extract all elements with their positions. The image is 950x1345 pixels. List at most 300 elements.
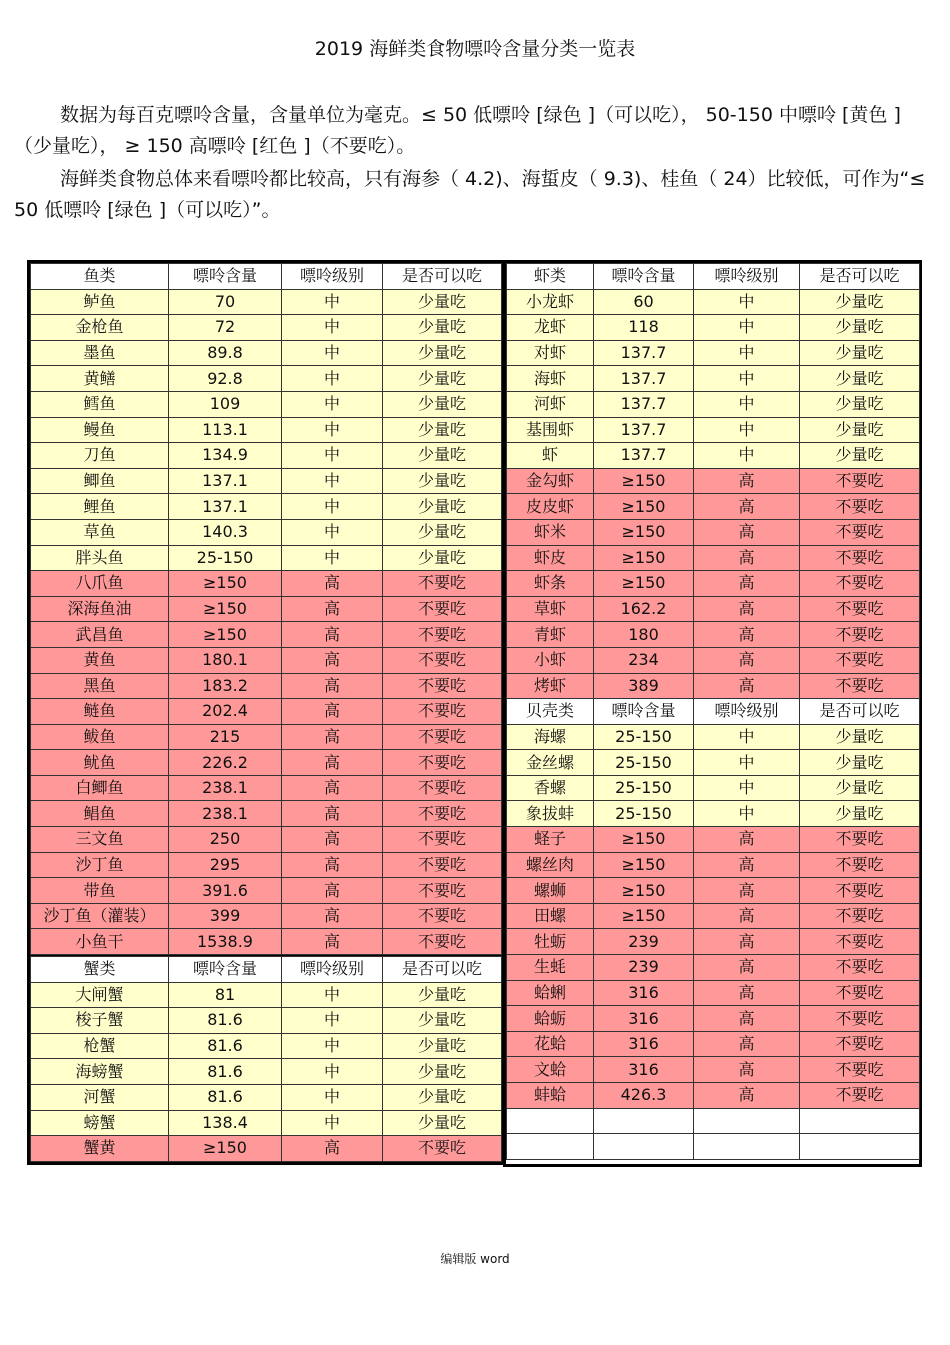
food-name-cell: 金丝螺	[507, 750, 594, 776]
edible-advice-cell: 不要吃	[800, 903, 920, 929]
edible-advice-cell: 少量吃	[383, 1110, 502, 1136]
purine-value-cell: 140.3	[169, 519, 282, 545]
purine-value-cell: 202.4	[169, 699, 282, 725]
purine-value-cell: ≥150	[169, 622, 282, 648]
food-name-cell: 田螺	[507, 903, 594, 929]
purine-level-cell: 高	[694, 622, 800, 648]
edible-advice-cell: 不要吃	[383, 622, 502, 648]
table-row	[507, 929, 920, 955]
table-row	[31, 366, 502, 392]
shrimp-shell-table	[506, 263, 920, 1160]
table-row	[31, 1008, 502, 1034]
edible-advice-cell: 不要吃	[800, 519, 920, 545]
food-name-cell: 大闸蟹	[31, 982, 169, 1008]
table-row	[31, 1059, 502, 1085]
edible-advice-cell: 不要吃	[383, 750, 502, 776]
empty-cell	[694, 1134, 800, 1160]
column-header: 是否可以吃	[383, 264, 502, 290]
edible-advice-cell: 少量吃	[800, 315, 920, 341]
purine-level-cell: 高	[694, 647, 800, 673]
purine-value-cell: ≥150	[594, 519, 694, 545]
purine-level-cell: 中	[282, 289, 383, 315]
table-row	[507, 315, 920, 341]
food-name-cell: 白鲫鱼	[31, 775, 169, 801]
table-row	[31, 827, 502, 853]
purine-value-cell: 316	[594, 1006, 694, 1032]
table-row	[31, 1084, 502, 1110]
purine-value-cell: ≥150	[594, 827, 694, 853]
table-row	[31, 929, 502, 955]
edible-advice-cell: 不要吃	[383, 878, 502, 904]
edible-advice-cell: 不要吃	[383, 903, 502, 929]
food-name-cell: 螺蛳	[507, 878, 594, 904]
empty-cell	[800, 1108, 920, 1134]
purine-value-cell: 180	[594, 622, 694, 648]
table-row	[507, 1057, 920, 1083]
table-header-row	[507, 699, 920, 725]
table-row	[507, 366, 920, 392]
edible-advice-cell: 不要吃	[383, 801, 502, 827]
edible-advice-cell: 少量吃	[383, 443, 502, 469]
purine-level-cell: 高	[694, 980, 800, 1006]
purine-value-cell: 92.8	[169, 366, 282, 392]
purine-level-cell: 高	[694, 468, 800, 494]
purine-level-cell: 高	[694, 903, 800, 929]
table-row	[507, 622, 920, 648]
purine-level-cell: 高	[694, 827, 800, 853]
crab-table	[30, 956, 502, 1162]
purine-level-cell: 中	[282, 1084, 383, 1110]
edible-advice-cell: 不要吃	[800, 622, 920, 648]
empty-row	[507, 1134, 920, 1160]
purine-level-cell: 高	[694, 1057, 800, 1083]
edible-advice-cell: 不要吃	[800, 596, 920, 622]
table-row	[31, 982, 502, 1008]
edible-advice-cell: 少量吃	[383, 289, 502, 315]
column-header: 嘌呤级别	[694, 699, 800, 725]
table-row	[507, 827, 920, 853]
edible-advice-cell: 不要吃	[800, 571, 920, 597]
column-header: 嘌呤含量	[594, 699, 694, 725]
food-name-cell: 牡蛎	[507, 929, 594, 955]
edible-advice-cell: 不要吃	[800, 878, 920, 904]
purine-value-cell: ≥150	[169, 1136, 282, 1162]
purine-value-cell: 238.1	[169, 801, 282, 827]
food-name-cell: 青虾	[507, 622, 594, 648]
purine-level-cell: 高	[282, 878, 383, 904]
purine-level-cell: 高	[694, 955, 800, 981]
food-name-cell: 小虾	[507, 647, 594, 673]
table-row	[507, 596, 920, 622]
footer-text: 编辑版 word	[440, 1252, 510, 1266]
food-name-cell: 龙虾	[507, 315, 594, 341]
table-row	[31, 596, 502, 622]
edible-advice-cell: 不要吃	[800, 468, 920, 494]
food-name-cell: 海虾	[507, 366, 594, 392]
edible-advice-cell: 不要吃	[383, 647, 502, 673]
edible-advice-cell: 不要吃	[800, 929, 920, 955]
table-row	[31, 699, 502, 725]
purine-value-cell: 215	[169, 724, 282, 750]
purine-value-cell: 316	[594, 1057, 694, 1083]
purine-value-cell: 134.9	[169, 443, 282, 469]
edible-advice-cell: 少量吃	[800, 801, 920, 827]
edible-advice-cell: 少量吃	[383, 1059, 502, 1085]
table-row	[31, 775, 502, 801]
edible-advice-cell: 少量吃	[383, 1008, 502, 1034]
food-name-cell: 香螺	[507, 775, 594, 801]
table-row	[31, 622, 502, 648]
column-header: 嘌呤含量	[594, 264, 694, 290]
edible-advice-cell: 少量吃	[383, 366, 502, 392]
purine-level-cell: 高	[694, 878, 800, 904]
table-row	[507, 468, 920, 494]
purine-value-cell: 113.1	[169, 417, 282, 443]
food-name-cell: 草虾	[507, 596, 594, 622]
purine-value-cell: 180.1	[169, 647, 282, 673]
fish-table-frame	[27, 260, 504, 958]
edible-advice-cell: 少量吃	[383, 519, 502, 545]
purine-value-cell: 226.2	[169, 750, 282, 776]
edible-advice-cell: 少量吃	[800, 443, 920, 469]
food-name-cell: 烤虾	[507, 673, 594, 699]
food-name-cell: 基围虾	[507, 417, 594, 443]
table-row	[31, 340, 502, 366]
edible-advice-cell: 不要吃	[800, 1057, 920, 1083]
purine-value-cell: 138.4	[169, 1110, 282, 1136]
column-header: 是否可以吃	[383, 957, 502, 983]
food-name-cell: 鱿鱼	[31, 750, 169, 776]
table-row	[507, 571, 920, 597]
food-name-cell: 带鱼	[31, 878, 169, 904]
food-name-cell: 海螺	[507, 724, 594, 750]
food-name-cell: 小鱼干	[31, 929, 169, 955]
purine-value-cell: 118	[594, 315, 694, 341]
purine-value-cell: ≥150	[594, 852, 694, 878]
edible-advice-cell: 少量吃	[383, 391, 502, 417]
table-row	[31, 1110, 502, 1136]
table-row	[31, 443, 502, 469]
purine-level-cell: 高	[282, 647, 383, 673]
table-row	[31, 391, 502, 417]
edible-advice-cell: 少量吃	[383, 1033, 502, 1059]
table-row	[31, 647, 502, 673]
food-name-cell: 河蟹	[31, 1084, 169, 1110]
food-name-cell: 鳗鱼	[31, 417, 169, 443]
purine-level-cell: 中	[694, 724, 800, 750]
table-row	[507, 750, 920, 776]
food-name-cell: 海螃蟹	[31, 1059, 169, 1085]
table-row	[507, 545, 920, 571]
food-name-cell: 墨鱼	[31, 340, 169, 366]
purine-value-cell: 426.3	[594, 1083, 694, 1109]
purine-level-cell: 高	[694, 1083, 800, 1109]
purine-level-cell: 高	[282, 775, 383, 801]
purine-value-cell: 25-150	[594, 775, 694, 801]
purine-level-cell: 高	[282, 1136, 383, 1162]
table-row	[31, 878, 502, 904]
purine-level-cell: 高	[694, 571, 800, 597]
purine-value-cell: 81.6	[169, 1033, 282, 1059]
edible-advice-cell: 不要吃	[800, 980, 920, 1006]
summary-paragraph	[14, 164, 936, 226]
purine-level-cell: 中	[694, 340, 800, 366]
purine-level-cell: 高	[282, 903, 383, 929]
column-header: 贝壳类	[507, 699, 594, 725]
food-name-cell: 虾皮	[507, 545, 594, 571]
table-row	[507, 724, 920, 750]
purine-level-cell: 中	[694, 366, 800, 392]
food-name-cell: 鲤鱼	[31, 494, 169, 520]
purine-level-cell: 中	[282, 391, 383, 417]
purine-level-cell: 高	[694, 852, 800, 878]
purine-value-cell: ≥150	[169, 571, 282, 597]
purine-level-cell: 中	[282, 417, 383, 443]
table-row	[507, 980, 920, 1006]
purine-value-cell: 238.1	[169, 775, 282, 801]
purine-level-cell: 中	[282, 1110, 383, 1136]
purine-level-cell: 中	[282, 443, 383, 469]
table-row	[507, 1006, 920, 1032]
food-name-cell: 沙丁鱼	[31, 852, 169, 878]
edible-advice-cell: 少量吃	[800, 340, 920, 366]
purine-value-cell: 1538.9	[169, 929, 282, 955]
purine-value-cell: 81.6	[169, 1059, 282, 1085]
table-row	[507, 494, 920, 520]
table-row	[507, 878, 920, 904]
edible-advice-cell: 不要吃	[383, 571, 502, 597]
purine-value-cell: 316	[594, 980, 694, 1006]
edible-advice-cell: 少量吃	[383, 315, 502, 341]
food-name-cell: 鲅鱼	[31, 724, 169, 750]
empty-cell	[507, 1108, 594, 1134]
table-row	[31, 289, 502, 315]
table-row	[507, 775, 920, 801]
summary-text: 海鲜类食物总体来看嘌呤都比较高，只有海参（ 4.2)、海蜇皮（ 9.3)、桂鱼（ 24）比较低，可作为“≤ 50 低嘌呤 [绿色 ]（可以吃）”。	[14, 168, 926, 221]
table-header-row	[507, 264, 920, 290]
purine-value-cell: 72	[169, 315, 282, 341]
crab-table-frame	[27, 956, 504, 1165]
edible-advice-cell: 不要吃	[800, 955, 920, 981]
food-name-cell: 梭子蟹	[31, 1008, 169, 1034]
purine-level-cell: 高	[694, 596, 800, 622]
purine-value-cell: 183.2	[169, 673, 282, 699]
empty-cell	[694, 1108, 800, 1134]
table-row	[31, 1136, 502, 1162]
purine-level-cell: 中	[282, 468, 383, 494]
purine-value-cell: 162.2	[594, 596, 694, 622]
purine-value-cell: 316	[594, 1031, 694, 1057]
purine-value-cell: 81.6	[169, 1008, 282, 1034]
table-row	[507, 647, 920, 673]
purine-level-cell: 中	[282, 1008, 383, 1034]
purine-value-cell: 389	[594, 673, 694, 699]
food-name-cell: 蟹黄	[31, 1136, 169, 1162]
edible-advice-cell: 少量吃	[383, 982, 502, 1008]
purine-value-cell: 81	[169, 982, 282, 1008]
food-name-cell: 黄鱼	[31, 647, 169, 673]
purine-value-cell: ≥150	[594, 494, 694, 520]
empty-cell	[800, 1134, 920, 1160]
purine-value-cell: 239	[594, 955, 694, 981]
purine-level-cell: 高	[282, 852, 383, 878]
purine-value-cell: ≥150	[594, 468, 694, 494]
purine-level-cell: 高	[694, 494, 800, 520]
table-row	[31, 494, 502, 520]
purine-level-cell: 高	[694, 1006, 800, 1032]
purine-value-cell: 137.7	[594, 366, 694, 392]
table-row	[31, 673, 502, 699]
column-header: 蟹类	[31, 957, 169, 983]
table-row	[31, 417, 502, 443]
purine-value-cell: 25-150	[594, 750, 694, 776]
edible-advice-cell: 少量吃	[800, 391, 920, 417]
purine-level-cell: 高	[694, 1031, 800, 1057]
purine-level-cell: 中	[282, 519, 383, 545]
purine-level-cell: 中	[282, 340, 383, 366]
purine-value-cell: 70	[169, 289, 282, 315]
purine-level-cell: 中	[282, 545, 383, 571]
purine-level-cell: 高	[282, 827, 383, 853]
edible-advice-cell: 不要吃	[383, 827, 502, 853]
food-name-cell: 鳕鱼	[31, 391, 169, 417]
food-name-cell: 武昌鱼	[31, 622, 169, 648]
purine-value-cell: 137.7	[594, 443, 694, 469]
column-header: 嘌呤含量	[169, 957, 282, 983]
purine-level-cell: 中	[282, 1033, 383, 1059]
food-name-cell: 枪蟹	[31, 1033, 169, 1059]
purine-level-cell: 高	[282, 750, 383, 776]
purine-value-cell: 137.7	[594, 391, 694, 417]
table-row	[507, 903, 920, 929]
purine-level-cell: 中	[694, 417, 800, 443]
food-name-cell: 鲫鱼	[31, 468, 169, 494]
food-name-cell: 虾米	[507, 519, 594, 545]
edible-advice-cell: 不要吃	[383, 775, 502, 801]
purine-value-cell: 239	[594, 929, 694, 955]
food-name-cell: 虾条	[507, 571, 594, 597]
empty-row	[507, 1108, 920, 1134]
food-name-cell: 小龙虾	[507, 289, 594, 315]
table-row	[31, 519, 502, 545]
food-name-cell: 河虾	[507, 391, 594, 417]
purine-value-cell: 25-150	[169, 545, 282, 571]
edible-advice-cell: 少量吃	[800, 289, 920, 315]
purine-value-cell: 391.6	[169, 878, 282, 904]
food-name-cell: 鲢鱼	[31, 699, 169, 725]
food-name-cell: 三文鱼	[31, 827, 169, 853]
purine-level-cell: 中	[694, 315, 800, 341]
table-row	[507, 519, 920, 545]
table-row	[507, 417, 920, 443]
table-row	[507, 852, 920, 878]
food-name-cell: 黄鳝	[31, 366, 169, 392]
food-name-cell: 文蛤	[507, 1057, 594, 1083]
food-name-cell: 深海鱼油	[31, 596, 169, 622]
empty-cell	[507, 1134, 594, 1160]
edible-advice-cell: 少量吃	[383, 1084, 502, 1110]
shellfish-table-frame	[503, 260, 922, 1167]
table-row	[31, 545, 502, 571]
edible-advice-cell: 不要吃	[800, 545, 920, 571]
edible-advice-cell: 不要吃	[800, 1006, 920, 1032]
purine-level-cell: 高	[282, 622, 383, 648]
food-name-cell: 黑鱼	[31, 673, 169, 699]
edible-advice-cell: 少量吃	[383, 545, 502, 571]
purine-level-cell: 中	[694, 750, 800, 776]
table-row	[507, 340, 920, 366]
purine-value-cell: 137.1	[169, 494, 282, 520]
column-header: 嘌呤级别	[282, 957, 383, 983]
purine-value-cell: 234	[594, 647, 694, 673]
column-header: 虾类	[507, 264, 594, 290]
table-row	[507, 673, 920, 699]
purine-value-cell: ≥150	[594, 878, 694, 904]
purine-level-cell: 高	[282, 673, 383, 699]
food-name-cell: 八爪鱼	[31, 571, 169, 597]
intro-paragraph	[14, 100, 936, 162]
purine-level-cell: 高	[694, 673, 800, 699]
column-header: 是否可以吃	[800, 699, 920, 725]
food-name-cell: 草鱼	[31, 519, 169, 545]
table-header-row	[31, 264, 502, 290]
table-header-row	[31, 957, 502, 983]
empty-cell	[594, 1134, 694, 1160]
column-header: 嘌呤级别	[694, 264, 800, 290]
table-row	[507, 443, 920, 469]
edible-advice-cell: 不要吃	[800, 827, 920, 853]
edible-advice-cell: 少量吃	[383, 340, 502, 366]
purine-level-cell: 高	[282, 724, 383, 750]
food-name-cell: 螃蟹	[31, 1110, 169, 1136]
purine-value-cell: 250	[169, 827, 282, 853]
table-row	[31, 903, 502, 929]
table-row	[507, 801, 920, 827]
purine-level-cell: 高	[282, 596, 383, 622]
food-name-cell: 金枪鱼	[31, 315, 169, 341]
edible-advice-cell: 不要吃	[383, 852, 502, 878]
purine-level-cell: 高	[282, 699, 383, 725]
food-name-cell: 蛤蜊	[507, 980, 594, 1006]
food-name-cell: 刀鱼	[31, 443, 169, 469]
edible-advice-cell: 少量吃	[383, 468, 502, 494]
table-row	[31, 468, 502, 494]
purine-value-cell: 25-150	[594, 724, 694, 750]
purine-level-cell: 中	[282, 494, 383, 520]
purine-value-cell: 137.7	[594, 417, 694, 443]
table-row	[31, 750, 502, 776]
purine-level-cell: 高	[694, 929, 800, 955]
edible-advice-cell: 不要吃	[800, 1083, 920, 1109]
purine-value-cell: 89.8	[169, 340, 282, 366]
purine-value-cell: 295	[169, 852, 282, 878]
table-row	[31, 315, 502, 341]
purine-level-cell: 中	[694, 289, 800, 315]
edible-advice-cell: 少量吃	[800, 775, 920, 801]
edible-advice-cell: 不要吃	[383, 1136, 502, 1162]
fish-table	[30, 263, 502, 955]
purine-value-cell: 137.7	[594, 340, 694, 366]
food-name-cell: 生蚝	[507, 955, 594, 981]
food-name-cell: 蛏子	[507, 827, 594, 853]
purine-level-cell: 高	[282, 801, 383, 827]
purine-level-cell: 中	[282, 315, 383, 341]
table-row	[31, 801, 502, 827]
food-name-cell: 蚌蛤	[507, 1083, 594, 1109]
purine-level-cell: 中	[694, 775, 800, 801]
purine-value-cell: 109	[169, 391, 282, 417]
table-row	[507, 1031, 920, 1057]
